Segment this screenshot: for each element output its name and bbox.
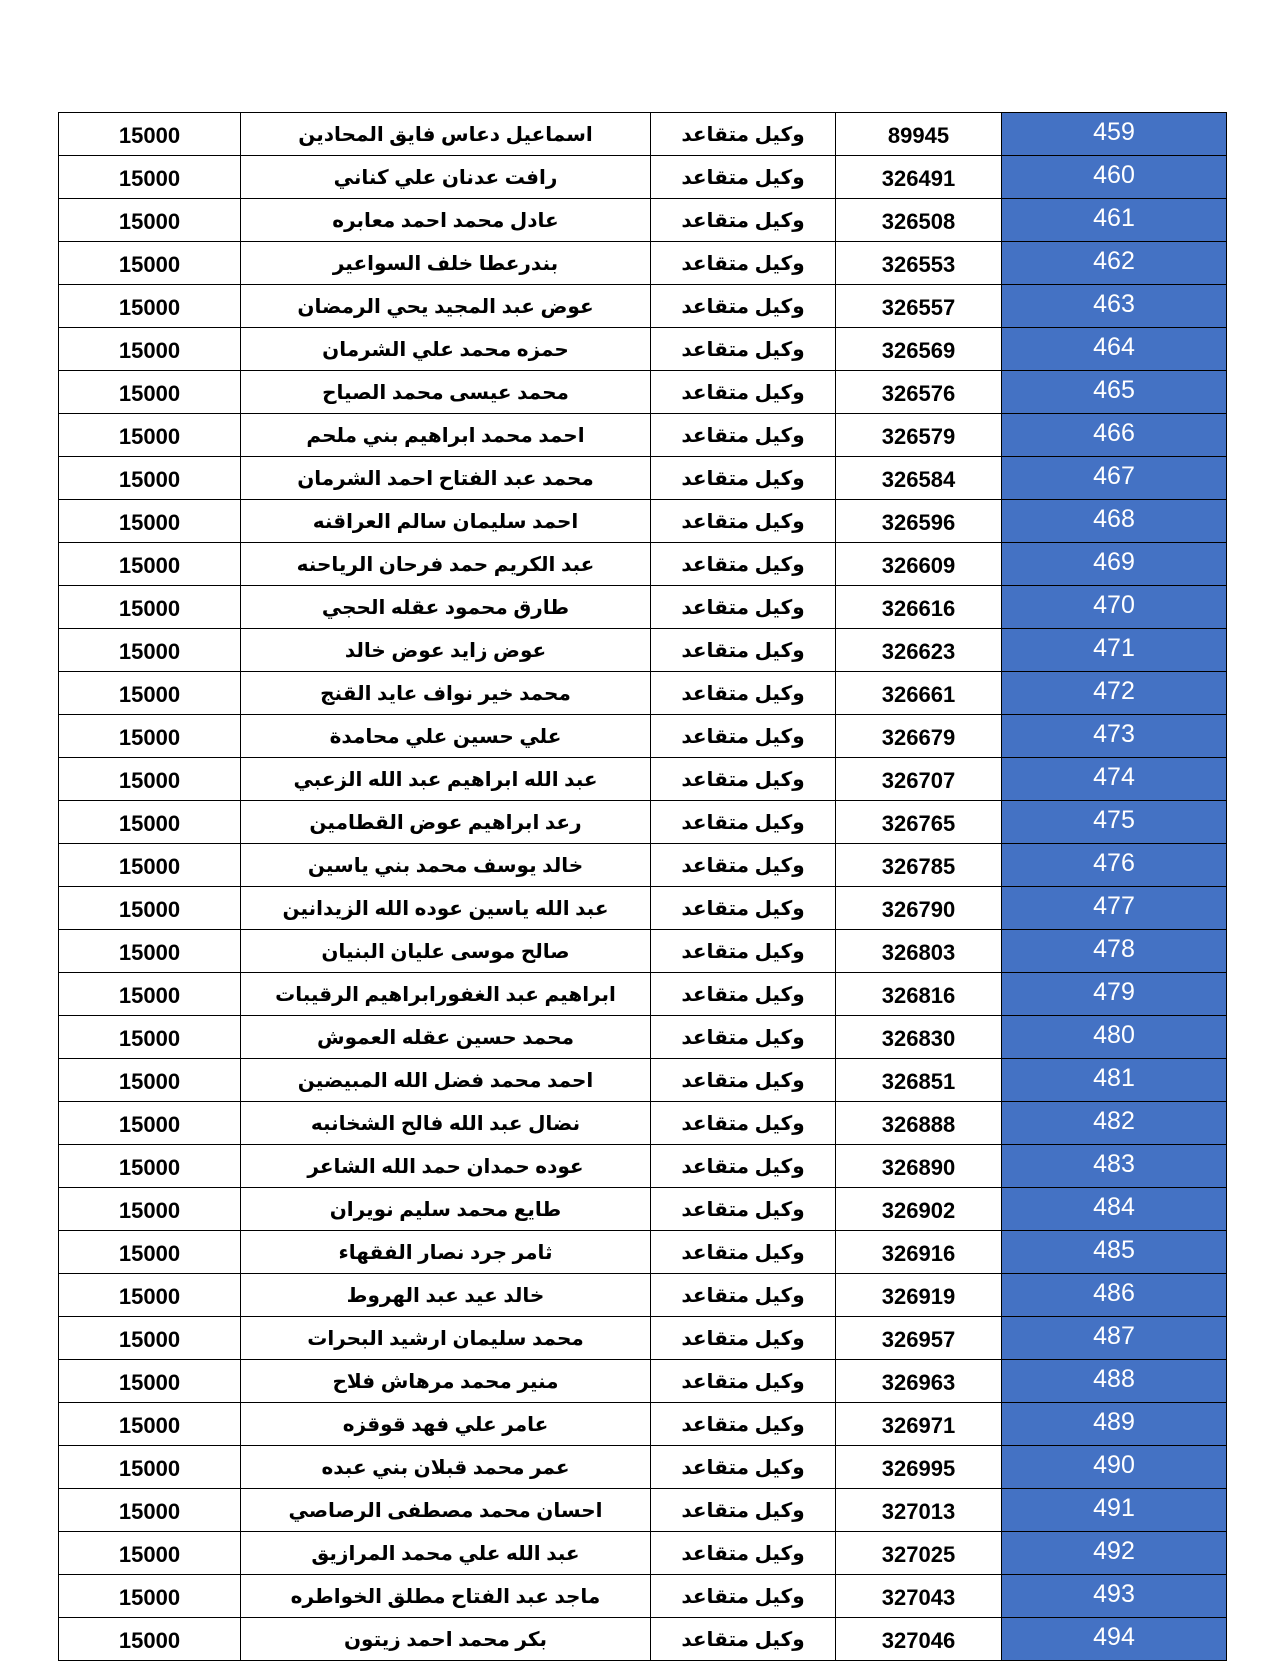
table-row xyxy=(59,1403,1227,1446)
sequence-number-cell: 464 xyxy=(1002,328,1227,371)
military-number-cell: 326919 xyxy=(836,1274,1002,1317)
sequence-number-cell: 481 xyxy=(1002,1059,1227,1102)
sequence-number-cell: 484 xyxy=(1002,1188,1227,1231)
name-cell: خالد عيد عبد الهروط xyxy=(241,1274,651,1317)
amount-cell: 15000 xyxy=(59,500,241,543)
amount-cell: 15000 xyxy=(59,1618,241,1661)
table-row xyxy=(59,1446,1227,1489)
name-cell: عادل محمد احمد معابره xyxy=(241,199,651,242)
table-row xyxy=(59,500,1227,543)
amount-cell: 15000 xyxy=(59,672,241,715)
rank-cell: وكيل متقاعد xyxy=(651,715,836,758)
sequence-number-cell: 472 xyxy=(1002,672,1227,715)
name-cell: حمزه محمد علي الشرمان xyxy=(241,328,651,371)
table-row xyxy=(59,1575,1227,1618)
table-row xyxy=(59,457,1227,500)
military-number-cell: 326569 xyxy=(836,328,1002,371)
rank-cell: وكيل متقاعد xyxy=(651,1489,836,1532)
sequence-number-cell: 482 xyxy=(1002,1102,1227,1145)
sequence-number-cell: 476 xyxy=(1002,844,1227,887)
sequence-number-cell: 490 xyxy=(1002,1446,1227,1489)
sequence-number-cell: 475 xyxy=(1002,801,1227,844)
sequence-number-cell: 463 xyxy=(1002,285,1227,328)
military-number-cell: 326576 xyxy=(836,371,1002,414)
name-cell: عوض عبد المجيد يحي الرمضان xyxy=(241,285,651,328)
table-row xyxy=(59,930,1227,973)
amount-cell: 15000 xyxy=(59,113,241,156)
sequence-number-cell: 479 xyxy=(1002,973,1227,1016)
sequence-number-cell: 492 xyxy=(1002,1532,1227,1575)
amount-cell: 15000 xyxy=(59,1059,241,1102)
retirees-table-body xyxy=(59,113,1227,1661)
name-cell: عامر علي فهد قوقزه xyxy=(241,1403,651,1446)
name-cell: محمد عيسى محمد الصياح xyxy=(241,371,651,414)
military-number-cell: 326957 xyxy=(836,1317,1002,1360)
table-row xyxy=(59,1274,1227,1317)
table-row xyxy=(59,1059,1227,1102)
sequence-number-cell: 489 xyxy=(1002,1403,1227,1446)
name-cell: علي حسين علي محامدة xyxy=(241,715,651,758)
name-cell: محمد سليمان ارشيد البحرات xyxy=(241,1317,651,1360)
table-row xyxy=(59,887,1227,930)
sequence-number-cell: 471 xyxy=(1002,629,1227,672)
rank-cell: وكيل متقاعد xyxy=(651,156,836,199)
name-cell: احسان محمد مصطفى الرصاصي xyxy=(241,1489,651,1532)
sequence-number-cell: 460 xyxy=(1002,156,1227,199)
amount-cell: 15000 xyxy=(59,1102,241,1145)
table-row xyxy=(59,973,1227,1016)
table-row xyxy=(59,1360,1227,1403)
sequence-number-cell: 494 xyxy=(1002,1618,1227,1661)
name-cell: عبد الله ياسين عوده الله الزيدانين xyxy=(241,887,651,930)
military-number-cell: 326830 xyxy=(836,1016,1002,1059)
military-number-cell: 326508 xyxy=(836,199,1002,242)
sequence-number-cell: 473 xyxy=(1002,715,1227,758)
table-row xyxy=(59,715,1227,758)
amount-cell: 15000 xyxy=(59,629,241,672)
sequence-number-cell: 462 xyxy=(1002,242,1227,285)
name-cell: طايع محمد سليم نويران xyxy=(241,1188,651,1231)
amount-cell: 15000 xyxy=(59,1360,241,1403)
retirees-table xyxy=(58,112,1227,1661)
sequence-number-cell: 491 xyxy=(1002,1489,1227,1532)
rank-cell: وكيل متقاعد xyxy=(651,887,836,930)
amount-cell: 15000 xyxy=(59,285,241,328)
military-number-cell: 326803 xyxy=(836,930,1002,973)
name-cell: عوض زايد عوض خالد xyxy=(241,629,651,672)
rank-cell: وكيل متقاعد xyxy=(651,1016,836,1059)
table-row xyxy=(59,285,1227,328)
rank-cell: وكيل متقاعد xyxy=(651,1532,836,1575)
sequence-number-cell: 459 xyxy=(1002,113,1227,156)
sequence-number-cell: 480 xyxy=(1002,1016,1227,1059)
military-number-cell: 326902 xyxy=(836,1188,1002,1231)
rank-cell: وكيل متقاعد xyxy=(651,328,836,371)
sequence-number-cell: 493 xyxy=(1002,1575,1227,1618)
sequence-number-cell: 483 xyxy=(1002,1145,1227,1188)
rank-cell: وكيل متقاعد xyxy=(651,973,836,1016)
rank-cell: وكيل متقاعد xyxy=(651,1403,836,1446)
amount-cell: 15000 xyxy=(59,371,241,414)
rank-cell: وكيل متقاعد xyxy=(651,285,836,328)
military-number-cell: 326963 xyxy=(836,1360,1002,1403)
military-number-cell: 326707 xyxy=(836,758,1002,801)
amount-cell: 15000 xyxy=(59,156,241,199)
table-row xyxy=(59,113,1227,156)
amount-cell: 15000 xyxy=(59,1446,241,1489)
amount-cell: 15000 xyxy=(59,844,241,887)
name-cell: ثامر جرد نصار الفقهاء xyxy=(241,1231,651,1274)
name-cell: اسماعيل دعاس فايق المحادين xyxy=(241,113,651,156)
table-row xyxy=(59,1618,1227,1661)
name-cell: محمد حسين عقله العموش xyxy=(241,1016,651,1059)
amount-cell: 15000 xyxy=(59,1317,241,1360)
rank-cell: وكيل متقاعد xyxy=(651,672,836,715)
military-number-cell: 326616 xyxy=(836,586,1002,629)
rank-cell: وكيل متقاعد xyxy=(651,500,836,543)
table-row xyxy=(59,1532,1227,1575)
military-number-cell: 326679 xyxy=(836,715,1002,758)
amount-cell: 15000 xyxy=(59,1274,241,1317)
sequence-number-cell: 485 xyxy=(1002,1231,1227,1274)
amount-cell: 15000 xyxy=(59,801,241,844)
sequence-number-cell: 488 xyxy=(1002,1360,1227,1403)
name-cell: محمد عبد الفتاح احمد الشرمان xyxy=(241,457,651,500)
military-number-cell: 89945 xyxy=(836,113,1002,156)
military-number-cell: 327025 xyxy=(836,1532,1002,1575)
table-row xyxy=(59,1016,1227,1059)
rank-cell: وكيل متقاعد xyxy=(651,1059,836,1102)
sequence-number-cell: 461 xyxy=(1002,199,1227,242)
sequence-number-cell: 469 xyxy=(1002,543,1227,586)
table-row xyxy=(59,758,1227,801)
name-cell: عبد الله علي محمد المرازيق xyxy=(241,1532,651,1575)
amount-cell: 15000 xyxy=(59,1188,241,1231)
rank-cell: وكيل متقاعد xyxy=(651,414,836,457)
rank-cell: وكيل متقاعد xyxy=(651,1575,836,1618)
amount-cell: 15000 xyxy=(59,1145,241,1188)
table-row xyxy=(59,199,1227,242)
rank-cell: وكيل متقاعد xyxy=(651,1274,836,1317)
rank-cell: وكيل متقاعد xyxy=(651,113,836,156)
amount-cell: 15000 xyxy=(59,887,241,930)
table-row xyxy=(59,1317,1227,1360)
table-row xyxy=(59,1489,1227,1532)
sequence-number-cell: 466 xyxy=(1002,414,1227,457)
military-number-cell: 326971 xyxy=(836,1403,1002,1446)
amount-cell: 15000 xyxy=(59,758,241,801)
sequence-number-cell: 477 xyxy=(1002,887,1227,930)
rank-cell: وكيل متقاعد xyxy=(651,1446,836,1489)
rank-cell: وكيل متقاعد xyxy=(651,1360,836,1403)
table-row xyxy=(59,844,1227,887)
amount-cell: 15000 xyxy=(59,930,241,973)
military-number-cell: 326661 xyxy=(836,672,1002,715)
sequence-number-cell: 478 xyxy=(1002,930,1227,973)
table-row xyxy=(59,672,1227,715)
rank-cell: وكيل متقاعد xyxy=(651,1317,836,1360)
rank-cell: وكيل متقاعد xyxy=(651,242,836,285)
military-number-cell: 327043 xyxy=(836,1575,1002,1618)
military-number-cell: 326995 xyxy=(836,1446,1002,1489)
table-row xyxy=(59,586,1227,629)
military-number-cell: 326491 xyxy=(836,156,1002,199)
name-cell: احمد سليمان سالم العراقنه xyxy=(241,500,651,543)
name-cell: طارق محمود عقله الحجي xyxy=(241,586,651,629)
amount-cell: 15000 xyxy=(59,1016,241,1059)
name-cell: احمد محمد فضل الله المبيضين xyxy=(241,1059,651,1102)
sequence-number-cell: 470 xyxy=(1002,586,1227,629)
amount-cell: 15000 xyxy=(59,1231,241,1274)
table-row xyxy=(59,156,1227,199)
military-number-cell: 326596 xyxy=(836,500,1002,543)
rank-cell: وكيل متقاعد xyxy=(651,586,836,629)
rank-cell: وكيل متقاعد xyxy=(651,758,836,801)
rank-cell: وكيل متقاعد xyxy=(651,1618,836,1661)
table-row xyxy=(59,1102,1227,1145)
sequence-number-cell: 486 xyxy=(1002,1274,1227,1317)
table-row xyxy=(59,371,1227,414)
table-row xyxy=(59,1231,1227,1274)
name-cell: رافت عدنان علي كناني xyxy=(241,156,651,199)
military-number-cell: 326584 xyxy=(836,457,1002,500)
rank-cell: وكيل متقاعد xyxy=(651,629,836,672)
rank-cell: وكيل متقاعد xyxy=(651,844,836,887)
amount-cell: 15000 xyxy=(59,1532,241,1575)
table-row xyxy=(59,801,1227,844)
rank-cell: وكيل متقاعد xyxy=(651,1145,836,1188)
name-cell: عبد الله ابراهيم عبد الله الزعبي xyxy=(241,758,651,801)
sequence-number-cell: 487 xyxy=(1002,1317,1227,1360)
name-cell: ابراهيم عبد الغفورابراهيم الرقيبات xyxy=(241,973,651,1016)
rank-cell: وكيل متقاعد xyxy=(651,457,836,500)
military-number-cell: 326553 xyxy=(836,242,1002,285)
amount-cell: 15000 xyxy=(59,199,241,242)
amount-cell: 15000 xyxy=(59,543,241,586)
table-row xyxy=(59,543,1227,586)
rank-cell: وكيل متقاعد xyxy=(651,1102,836,1145)
name-cell: احمد محمد ابراهيم بني ملحم xyxy=(241,414,651,457)
military-number-cell: 326785 xyxy=(836,844,1002,887)
amount-cell: 15000 xyxy=(59,242,241,285)
amount-cell: 15000 xyxy=(59,457,241,500)
rank-cell: وكيل متقاعد xyxy=(651,199,836,242)
military-number-cell: 326623 xyxy=(836,629,1002,672)
amount-cell: 15000 xyxy=(59,586,241,629)
table-row xyxy=(59,328,1227,371)
sequence-number-cell: 467 xyxy=(1002,457,1227,500)
amount-cell: 15000 xyxy=(59,973,241,1016)
sequence-number-cell: 474 xyxy=(1002,758,1227,801)
name-cell: صالح موسى عليان البنيان xyxy=(241,930,651,973)
name-cell: ماجد عبد الفتاح مطلق الخواطره xyxy=(241,1575,651,1618)
name-cell: رعد ابراهيم عوض القطامين xyxy=(241,801,651,844)
amount-cell: 15000 xyxy=(59,715,241,758)
table-row xyxy=(59,1188,1227,1231)
rank-cell: وكيل متقاعد xyxy=(651,801,836,844)
rank-cell: وكيل متقاعد xyxy=(651,543,836,586)
military-number-cell: 326851 xyxy=(836,1059,1002,1102)
table-row xyxy=(59,629,1227,672)
amount-cell: 15000 xyxy=(59,1575,241,1618)
name-cell: عبد الكريم حمد فرحان الرياحنه xyxy=(241,543,651,586)
military-number-cell: 326579 xyxy=(836,414,1002,457)
name-cell: بندرعطا خلف السواعير xyxy=(241,242,651,285)
name-cell: عوده حمدان حمد الله الشاعر xyxy=(241,1145,651,1188)
military-number-cell: 327046 xyxy=(836,1618,1002,1661)
amount-cell: 15000 xyxy=(59,414,241,457)
amount-cell: 15000 xyxy=(59,1403,241,1446)
table-row xyxy=(59,1145,1227,1188)
military-number-cell: 326765 xyxy=(836,801,1002,844)
military-number-cell: 327013 xyxy=(836,1489,1002,1532)
military-number-cell: 326816 xyxy=(836,973,1002,1016)
table-row xyxy=(59,242,1227,285)
rank-cell: وكيل متقاعد xyxy=(651,1188,836,1231)
table-row xyxy=(59,414,1227,457)
name-cell: بكر محمد احمد زيتون xyxy=(241,1618,651,1661)
name-cell: نضال عبد الله فالح الشخانبه xyxy=(241,1102,651,1145)
name-cell: عمر محمد قبلان بني عبده xyxy=(241,1446,651,1489)
sequence-number-cell: 468 xyxy=(1002,500,1227,543)
military-number-cell: 326790 xyxy=(836,887,1002,930)
name-cell: منير محمد مرهاش فلاح xyxy=(241,1360,651,1403)
name-cell: خالد يوسف محمد بني ياسين xyxy=(241,844,651,887)
rank-cell: وكيل متقاعد xyxy=(651,930,836,973)
military-number-cell: 326888 xyxy=(836,1102,1002,1145)
military-number-cell: 326557 xyxy=(836,285,1002,328)
rank-cell: وكيل متقاعد xyxy=(651,1231,836,1274)
sequence-number-cell: 465 xyxy=(1002,371,1227,414)
military-number-cell: 326916 xyxy=(836,1231,1002,1274)
amount-cell: 15000 xyxy=(59,328,241,371)
amount-cell: 15000 xyxy=(59,1489,241,1532)
rank-cell: وكيل متقاعد xyxy=(651,371,836,414)
military-number-cell: 326609 xyxy=(836,543,1002,586)
military-number-cell: 326890 xyxy=(836,1145,1002,1188)
name-cell: محمد خير نواف عايد القنج xyxy=(241,672,651,715)
